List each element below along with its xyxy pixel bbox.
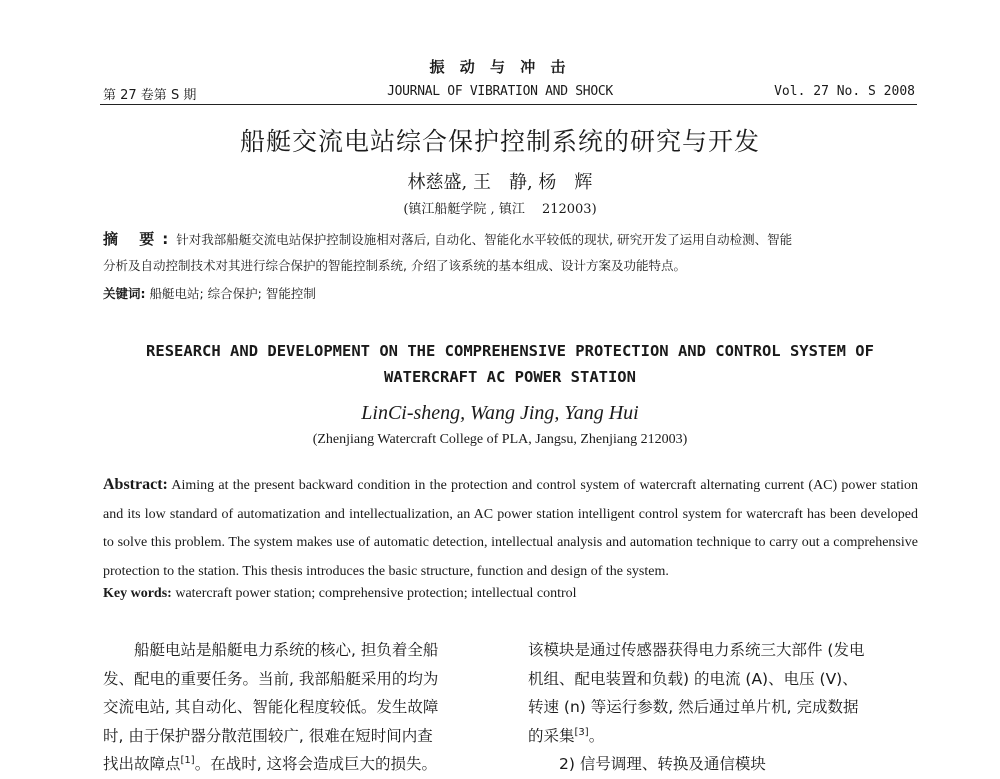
keywords-en (103, 586, 577, 602)
affiliation-cn: (镇江船艇学院 , 镇江 212003) (403, 202, 597, 217)
authors-en: LinCi-sheng, Wang Jing, Yang Hui (361, 402, 639, 424)
keywords-en-text: watercraft power station; comprehensive protection; intellectual control (175, 586, 577, 601)
volume-issue-en: Vol. 27 No. S 2008 (774, 84, 915, 99)
keywords-cn (103, 284, 316, 302)
abstract-en-label: Abstract: (103, 476, 168, 493)
journal-name-cn: 振 动 与 冲 击 (429, 58, 571, 76)
abstract-en-text: Aiming at the present backward condition in the protection and control system of watercraft alternating current (AC) power station and its low standard of automatization and intellectualization, an AC power station intelligent control system for watercraft has been developed to solve this problem. The system makes use of automatic detection, intellectual analysis and automation technique to carry out a comprehensive protection to the station. This thesis introduces the basic structure, function and design of the system. (103, 478, 918, 579)
paper-title-en-line-2: WATERCRAFT AC POWER STATION (384, 368, 636, 386)
body-right-line-4 (528, 722, 920, 751)
body-left-line-5 (103, 750, 495, 779)
affiliation-en: (Zhenjiang Watercraft College of PLA, Jangsu, Zhenjiang 212003) (312, 432, 688, 447)
volume-issue-cn: 第 27 卷第 S 期 (103, 88, 197, 103)
body-left-line-4: 时, 由于保护器分散范围较广, 很难在短时间内查 (103, 726, 433, 745)
keywords-cn-label: 关键词: (103, 286, 146, 301)
body-left-line-5a: 找出故障点 (103, 755, 181, 773)
body-right-line-5: 2) 信号调理、转换及通信模块 (528, 755, 766, 773)
keywords-en-label: Key words: (103, 586, 172, 601)
paper-title-cn: 船艇交流电站综合保护控制系统的研究与开发 (239, 127, 760, 156)
paper-title-en (100, 338, 920, 390)
body-right-line-3: 转速 (n) 等运行参数, 然后通过单片机, 完成数据 (528, 698, 859, 716)
abstract-cn-text-1: 针对我部船艇交流电站保护控制设施相对落后, 自动化、智能化水平较低的现状, 研究开发了运用自动检测、智能 (176, 232, 793, 247)
body-column-right (528, 636, 920, 779)
abstract-cn-label: 摘 要: (103, 230, 177, 248)
body-right-line-1: 该模块是通过传感器获得电力系统三大部件 (发电 (528, 641, 865, 659)
citation-3: [3] (574, 726, 589, 738)
abstract-cn (103, 226, 918, 279)
body-right-line-4b: 。 (588, 726, 605, 745)
body-left-line-1: 船艇电站是船艇电力系统的核心, 担负着全船 (103, 641, 439, 659)
citation-1: [1] (180, 754, 195, 766)
paper-title-en-line-1: RESEARCH AND DEVELOPMENT ON THE COMPREHENSIVE PROTECTION AND CONTROL SYSTEM OF (146, 342, 874, 360)
abstract-cn-line-1 (103, 226, 918, 253)
body-left-line-5b: 。在战时, 这将会造成巨大的损失。 (194, 755, 438, 773)
body-right-line-4a: 的采集 (528, 726, 575, 745)
body-column-left (103, 636, 495, 779)
body-left-line-2: 发、配电的重要任务。当前, 我部船艇采用的均为 (103, 669, 439, 688)
journal-name-en: JOURNAL OF VIBRATION AND SHOCK (387, 84, 613, 99)
body-right-line-2: 机组、配电装置和负载) 的电流 (A)、电压 (V)、 (528, 669, 858, 688)
keywords-cn-text: 船艇电站; 综合保护; 智能控制 (149, 286, 316, 301)
abstract-cn-line-2: 分析及自动控制技术对其进行综合保护的智能控制系统, 介绍了该系统的基本组成、设计方案及功能特点。 (103, 258, 686, 273)
abstract-en (103, 471, 918, 586)
authors-cn: 林慈盛, 王 静, 杨 辉 (407, 172, 593, 193)
body-left-line-3: 交流电站, 其自动化、智能化程度较低。发生故障 (103, 698, 439, 716)
header-rule (100, 104, 917, 105)
